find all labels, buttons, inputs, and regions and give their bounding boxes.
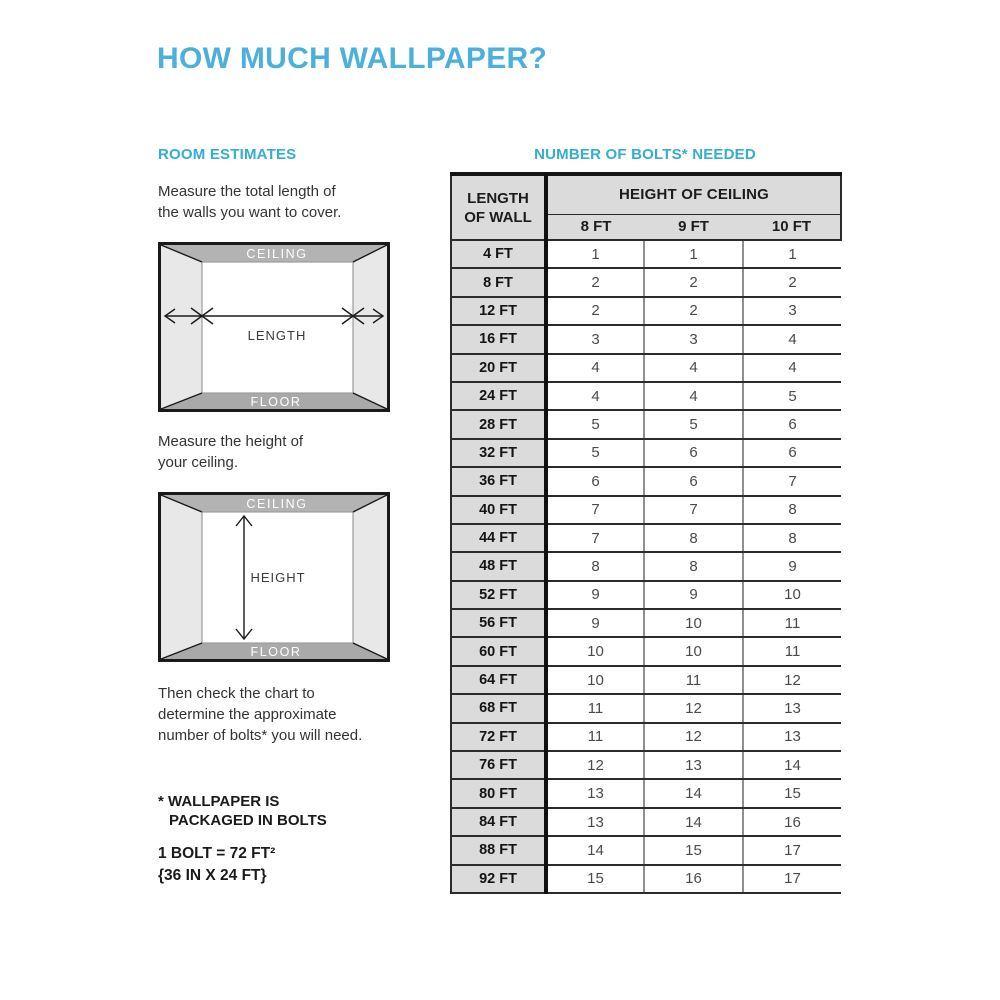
step1-line1: Measure the total length of <box>158 183 336 200</box>
bolt-count-cell: 11 <box>546 723 644 751</box>
bolt-count-cell: 5 <box>546 439 644 467</box>
bolt-count-cell: 6 <box>546 467 644 495</box>
table-row <box>451 609 841 637</box>
bolt-count-cell: 11 <box>743 609 841 637</box>
bolt-count-cell: 5 <box>546 410 644 438</box>
wall-length-cell: 80 FT <box>451 779 546 807</box>
bolt-count-cell: 16 <box>644 865 743 893</box>
table-row <box>451 467 841 495</box>
bolt-count-cell: 8 <box>644 524 743 552</box>
room-estimates-heading: ROOM ESTIMATES <box>158 146 297 163</box>
bolt-count-cell: 6 <box>743 439 841 467</box>
ceiling-label: CEILING <box>246 497 308 511</box>
bolt-count-cell: 12 <box>743 666 841 694</box>
bolt-count-cell: 8 <box>644 552 743 580</box>
table-row <box>451 808 841 836</box>
bolt-definition <box>158 843 275 887</box>
table-row <box>451 836 841 864</box>
wall-length-cell: 36 FT <box>451 467 546 495</box>
col-header-10ft: 10 FT <box>743 214 841 240</box>
ceiling-label: CEILING <box>246 247 308 261</box>
right-wall-face <box>353 245 387 409</box>
wall-length-cell: 8 FT <box>451 268 546 296</box>
table-row <box>451 666 841 694</box>
bolt-count-cell: 15 <box>743 779 841 807</box>
height-label: HEIGHT <box>250 570 306 585</box>
wall-length-cell: 24 FT <box>451 382 546 410</box>
bolt-count-cell: 10 <box>743 581 841 609</box>
wall-length-cell: 16 FT <box>451 325 546 353</box>
bolt-count-cell: 9 <box>546 609 644 637</box>
bolt-count-cell: 17 <box>743 836 841 864</box>
table-row <box>451 297 841 325</box>
step3-line3: number of bolts* you will need. <box>158 727 363 744</box>
step3-line2: determine the approximate <box>158 706 337 723</box>
bolt-count-cell: 13 <box>546 779 644 807</box>
bolt-count-cell: 17 <box>743 865 841 893</box>
row-group-header-line2: OF WALL <box>464 208 532 226</box>
bolt-count-cell: 2 <box>546 268 644 296</box>
left-wall-face <box>161 495 202 659</box>
floor-label: FLOOR <box>250 645 302 659</box>
row-group-header <box>451 174 546 240</box>
bolt-count-cell: 3 <box>743 297 841 325</box>
footnote-line2: PACKAGED IN BOLTS <box>169 812 327 829</box>
wall-length-cell: 92 FT <box>451 865 546 893</box>
bolt-count-cell: 1 <box>743 240 841 268</box>
table-row <box>451 865 841 893</box>
table-row <box>451 581 841 609</box>
bolt-count-cell: 11 <box>743 637 841 665</box>
bolt-count-cell: 7 <box>546 496 644 524</box>
bolt-count-cell: 5 <box>644 410 743 438</box>
col-group-header: HEIGHT OF CEILING <box>546 174 841 214</box>
footnote-line1: * WALLPAPER IS <box>158 793 280 810</box>
bolt-count-cell: 16 <box>743 808 841 836</box>
bolt-count-cell: 14 <box>546 836 644 864</box>
table-row <box>451 552 841 580</box>
wall-length-cell: 76 FT <box>451 751 546 779</box>
step1-instructions <box>158 181 341 223</box>
bolt-count-cell: 11 <box>546 694 644 722</box>
room-length-diagram <box>158 242 390 412</box>
bolt-count-cell: 4 <box>743 354 841 382</box>
table-row <box>451 382 841 410</box>
table-row <box>451 496 841 524</box>
bolt-count-cell: 13 <box>644 751 743 779</box>
table-row <box>451 637 841 665</box>
table-row <box>451 268 841 296</box>
step2-instructions <box>158 431 303 473</box>
table-row <box>451 524 841 552</box>
wall-length-cell: 56 FT <box>451 609 546 637</box>
bolt-count-cell: 1 <box>644 240 743 268</box>
bolt-count-cell: 6 <box>743 410 841 438</box>
bolt-count-cell: 2 <box>644 297 743 325</box>
bolt-count-cell: 13 <box>743 694 841 722</box>
wall-length-cell: 64 FT <box>451 666 546 694</box>
bolt-count-cell: 8 <box>546 552 644 580</box>
bolt-count-cell: 10 <box>546 637 644 665</box>
bolts-footnote <box>158 792 327 830</box>
bolt-count-cell: 9 <box>743 552 841 580</box>
wall-length-cell: 72 FT <box>451 723 546 751</box>
bolt-count-cell: 11 <box>644 666 743 694</box>
bolt-count-cell: 4 <box>644 354 743 382</box>
wall-length-cell: 60 FT <box>451 637 546 665</box>
floor-label: FLOOR <box>250 395 302 409</box>
wall-length-cell: 40 FT <box>451 496 546 524</box>
table-row <box>451 723 841 751</box>
bolt-count-cell: 3 <box>546 325 644 353</box>
step1-line2: the walls you want to cover. <box>158 204 342 221</box>
bolt-count-cell: 10 <box>644 637 743 665</box>
table-row <box>451 779 841 807</box>
bolt-count-cell: 2 <box>644 268 743 296</box>
bolt-count-cell: 12 <box>546 751 644 779</box>
bolt-count-cell: 8 <box>743 524 841 552</box>
table-row <box>451 694 841 722</box>
bolt-count-cell: 1 <box>546 240 644 268</box>
table-row <box>451 354 841 382</box>
wall-length-cell: 28 FT <box>451 410 546 438</box>
bolt-count-cell: 12 <box>644 723 743 751</box>
bolt-count-cell: 3 <box>644 325 743 353</box>
bolt-count-cell: 13 <box>546 808 644 836</box>
bolt-count-cell: 14 <box>644 808 743 836</box>
table-row <box>451 410 841 438</box>
step2-line2: your ceiling. <box>158 454 239 471</box>
table-row <box>451 751 841 779</box>
length-label: LENGTH <box>247 328 307 343</box>
bolt-count-cell: 7 <box>743 467 841 495</box>
bolt-count-cell: 15 <box>546 865 644 893</box>
table-row <box>451 439 841 467</box>
bolt-count-cell: 10 <box>546 666 644 694</box>
bolt-count-cell: 8 <box>743 496 841 524</box>
wall-length-cell: 20 FT <box>451 354 546 382</box>
bolt-definition-line1: 1 BOLT = 72 FT² <box>158 845 276 862</box>
right-wall-face <box>353 495 387 659</box>
bolt-count-cell: 12 <box>644 694 743 722</box>
wall-length-cell: 44 FT <box>451 524 546 552</box>
col-header-9ft: 9 FT <box>644 214 743 240</box>
bolt-count-cell: 5 <box>743 382 841 410</box>
row-group-header-line1: LENGTH <box>467 189 529 207</box>
bolt-count-cell: 4 <box>644 382 743 410</box>
bolt-count-cell: 2 <box>546 297 644 325</box>
step3-line1: Then check the chart to <box>158 685 315 702</box>
bolt-count-cell: 14 <box>743 751 841 779</box>
bolt-count-cell: 7 <box>644 496 743 524</box>
table-row <box>451 325 841 353</box>
bolt-count-cell: 13 <box>743 723 841 751</box>
bolts-table-body <box>451 240 841 893</box>
bolt-count-cell: 2 <box>743 268 841 296</box>
wall-length-cell: 52 FT <box>451 581 546 609</box>
bolt-count-cell: 4 <box>546 382 644 410</box>
bolt-count-cell: 7 <box>546 524 644 552</box>
wall-length-cell: 68 FT <box>451 694 546 722</box>
wall-length-cell: 88 FT <box>451 836 546 864</box>
wall-length-cell: 84 FT <box>451 808 546 836</box>
bolt-count-cell: 6 <box>644 439 743 467</box>
bolt-count-cell: 4 <box>546 354 644 382</box>
table-row <box>451 240 841 268</box>
bolt-count-cell: 6 <box>644 467 743 495</box>
wall-length-cell: 4 FT <box>451 240 546 268</box>
wall-length-cell: 48 FT <box>451 552 546 580</box>
wall-length-cell: 32 FT <box>451 439 546 467</box>
wall-length-cell: 12 FT <box>451 297 546 325</box>
bolt-count-cell: 15 <box>644 836 743 864</box>
bolts-table <box>450 172 842 894</box>
room-height-diagram <box>158 492 390 662</box>
step3-instructions <box>158 683 362 746</box>
bolt-count-cell: 4 <box>743 325 841 353</box>
table-header-row-1 <box>451 174 841 214</box>
bolts-needed-heading: NUMBER OF BOLTS* NEEDED <box>534 146 756 163</box>
left-wall-face <box>161 245 202 409</box>
bolt-count-cell: 9 <box>644 581 743 609</box>
bolt-count-cell: 10 <box>644 609 743 637</box>
bolt-count-cell: 9 <box>546 581 644 609</box>
bolt-definition-line2: {36 IN X 24 FT} <box>158 867 267 884</box>
col-header-8ft: 8 FT <box>546 214 644 240</box>
step2-line1: Measure the height of <box>158 433 304 450</box>
page-title: HOW MUCH WALLPAPER? <box>157 42 548 75</box>
bolt-count-cell: 14 <box>644 779 743 807</box>
